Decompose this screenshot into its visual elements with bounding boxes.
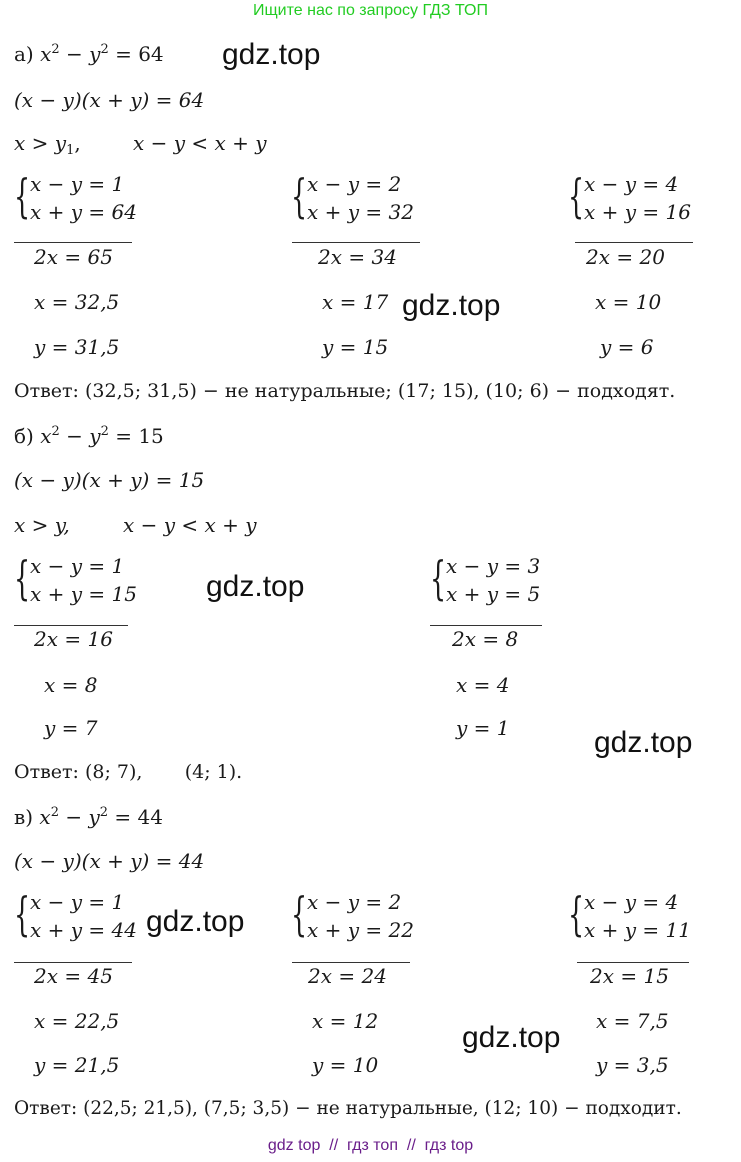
brace-icon: { bbox=[568, 169, 585, 223]
part-c-x-1: x = 22,5 bbox=[34, 1009, 120, 1033]
part-c-factored: (x − y)(x + y) = 44 bbox=[14, 849, 205, 873]
part-c-label: в) bbox=[14, 805, 40, 829]
sum-divider bbox=[292, 242, 420, 243]
part-c-x-3: x = 7,5 bbox=[596, 1009, 669, 1033]
part-c-x-2: x = 12 bbox=[312, 1009, 379, 1033]
part-a-condition: $x > y_1$, bbox=[14, 131, 81, 158]
sum-divider bbox=[577, 962, 689, 963]
system-eq: x + y = 44 bbox=[30, 918, 137, 942]
system-eq: x − y = 2 bbox=[307, 172, 402, 196]
part-a-condition-2: x − y < x + y bbox=[133, 131, 267, 155]
part-b-equation: б) $x^2 - y^2 = 15$ bbox=[14, 424, 164, 448]
system-eq: x − y = 2 bbox=[307, 890, 402, 914]
part-a-factored: (x − y)(x + y) = 64 bbox=[14, 88, 205, 112]
part-a-x-2: x = 17 bbox=[322, 290, 389, 314]
system-eq: x + y = 22 bbox=[307, 918, 414, 942]
sum-divider bbox=[430, 625, 542, 626]
part-b-condition: x > y, bbox=[14, 513, 70, 537]
part-b-x-2: x = 4 bbox=[456, 673, 510, 697]
system-eq: x − y = 3 bbox=[446, 554, 541, 578]
sum-divider bbox=[14, 625, 128, 626]
part-c-y-1: y = 21,5 bbox=[34, 1053, 120, 1077]
part-a-sum-2: 2x = 34 bbox=[318, 245, 397, 269]
part-b-answer bbox=[14, 760, 242, 784]
part-c-system-3 bbox=[570, 888, 691, 944]
part-a-equation: а) $x^2 - y^2 = 64$ bbox=[14, 42, 164, 66]
part-b-sum-1: 2x = 16 bbox=[34, 627, 113, 651]
part-a-system-1 bbox=[16, 170, 137, 226]
sum-divider bbox=[14, 962, 132, 963]
system-eq: x + y = 11 bbox=[584, 918, 691, 942]
brace-icon: { bbox=[430, 551, 447, 605]
part-b-sum-2: 2x = 8 bbox=[452, 627, 519, 651]
part-c-answer: Ответ: (22,5; 21,5), (7,5; 3,5) − не натуральные, (12; 10) − подходит. bbox=[14, 1098, 682, 1119]
part-b-condition-2: x − y < x + y bbox=[123, 513, 257, 537]
part-a-system-3 bbox=[570, 170, 691, 226]
part-c-sum-2: 2x = 24 bbox=[308, 964, 387, 988]
system-eq: x + y = 32 bbox=[307, 200, 414, 224]
brace-icon: { bbox=[568, 887, 585, 941]
part-b-y-1: y = 7 bbox=[44, 716, 98, 740]
part-a-y-3: y = 6 bbox=[600, 335, 654, 359]
part-c-sum-1: 2x = 45 bbox=[34, 964, 113, 988]
part-a-sum-3: 2x = 20 bbox=[586, 245, 665, 269]
part-c-y-3: y = 3,5 bbox=[596, 1053, 669, 1077]
system-eq: x − y = 1 bbox=[30, 172, 125, 196]
watermark: gdz.top bbox=[146, 905, 245, 938]
part-c-system-1 bbox=[16, 888, 137, 944]
part-b-label: б) bbox=[14, 424, 41, 448]
system-eq: x − y = 1 bbox=[30, 554, 125, 578]
part-c-y-2: y = 10 bbox=[312, 1053, 379, 1077]
part-a-system-2 bbox=[293, 170, 414, 226]
part-b-system-2 bbox=[432, 552, 540, 608]
part-b-factored: (x − y)(x + y) = 15 bbox=[14, 468, 205, 492]
system-eq: x + y = 5 bbox=[446, 582, 541, 606]
watermark: gdz.top bbox=[402, 289, 501, 322]
part-c-sum-3: 2x = 15 bbox=[590, 964, 669, 988]
brace-icon: { bbox=[14, 887, 31, 941]
part-c-equation: в) $x^2 - y^2 = 44$ bbox=[14, 805, 163, 829]
part-b-y-2: y = 1 bbox=[456, 716, 510, 740]
system-eq: x − y = 4 bbox=[584, 890, 679, 914]
part-b-system-1 bbox=[16, 552, 137, 608]
watermark: gdz.top bbox=[206, 570, 305, 603]
sum-divider bbox=[14, 242, 132, 243]
watermark: gdz.top bbox=[462, 1021, 561, 1054]
part-a-answer: Ответ: (32,5; 31,5) − не натуральные; (17; 15), (10; 6) − подходят. bbox=[14, 380, 676, 402]
part-a-sum-1: 2x = 65 bbox=[34, 245, 113, 269]
system-eq: x − y = 1 bbox=[30, 890, 125, 914]
header-banner[interactable]: Ищите нас по запросу ГДЗ ТОП bbox=[253, 2, 488, 19]
sum-divider bbox=[575, 242, 693, 243]
system-eq: x + y = 64 bbox=[30, 200, 137, 224]
brace-icon: { bbox=[291, 169, 308, 223]
part-a-cond-1: x > y bbox=[14, 131, 67, 155]
part-a-x-1: x = 32,5 bbox=[34, 290, 120, 314]
part-a-y-2: y = 15 bbox=[322, 335, 389, 359]
part-b-x-1: x = 8 bbox=[44, 673, 98, 697]
part-b-answer-text: Ответ: (8; 7), (4; 1). bbox=[14, 761, 243, 783]
part-a-y-1: y = 31,5 bbox=[34, 335, 120, 359]
sum-divider bbox=[292, 962, 410, 963]
system-eq: x + y = 16 bbox=[584, 200, 691, 224]
part-a-label: а) bbox=[14, 42, 41, 66]
system-eq: x + y = 15 bbox=[30, 582, 137, 606]
part-a-x-3: x = 10 bbox=[595, 290, 662, 314]
watermark: gdz.top bbox=[222, 38, 321, 71]
brace-icon: { bbox=[14, 551, 31, 605]
brace-icon: { bbox=[291, 887, 308, 941]
watermark: gdz.top bbox=[594, 726, 693, 759]
part-c-system-2 bbox=[293, 888, 414, 944]
footer-links[interactable]: gdz top // гдз топ // гдз top bbox=[267, 1137, 474, 1154]
system-eq: x − y = 4 bbox=[584, 172, 679, 196]
brace-icon: { bbox=[14, 169, 31, 223]
